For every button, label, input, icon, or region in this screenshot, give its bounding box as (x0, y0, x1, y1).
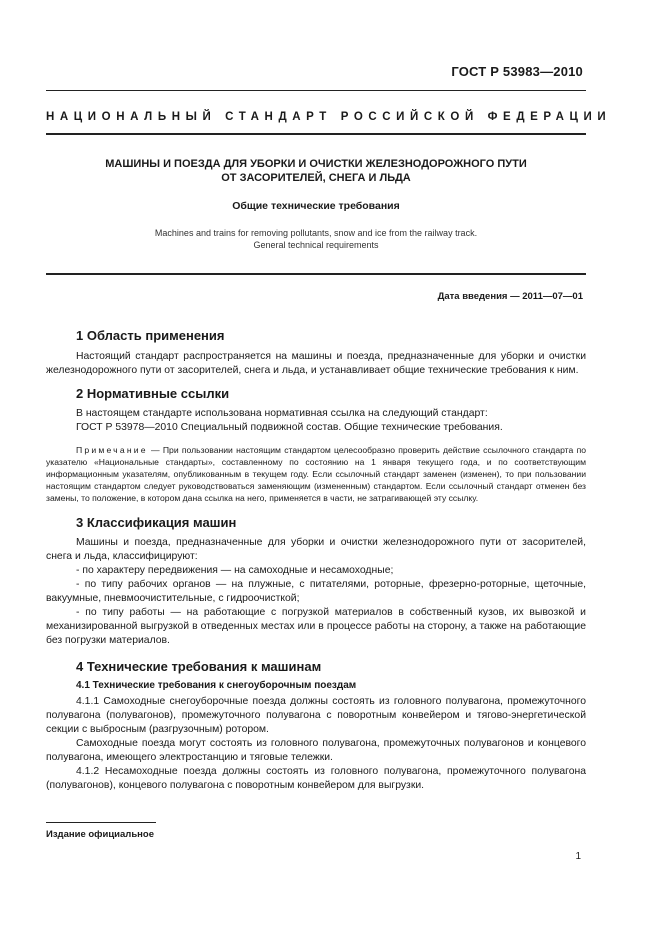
section-3-paragraph: Машины и поезда, предназначенные для уборки и очистки железнодорожного пути от засорителей, снега и льда, классифицируют: (46, 537, 586, 562)
section-1-heading: 1 Область применения (76, 328, 225, 343)
section-2-paragraph: В настоящем стандарте использована нормативная ссылка на следующий стандарт: (76, 408, 488, 419)
document-body (46, 327, 586, 793)
section-1-paragraph: Настоящий стандарт распространяется на машины и поезда, предназначенные для уборки и очистки железнодорожного пути от засорителей, снега и льда, и устанавливает общие технические требования к ним. (46, 351, 586, 376)
english-title-line-2: General technical requirements (253, 240, 379, 250)
section-4-heading: 4 Технические требования к машинам (76, 659, 322, 674)
section-2-reference: ГОСТ Р 53978—2010 Специальный подвижной состав. Общие технические требования. (76, 422, 503, 433)
note-text: — При пользовании настоящим стандартом целесообразно проверить действие ссылочного стандарта по указателю «Национальные стандарты», составленному по состоянию на 1 января текущего года, и по соответствующим информационным указателям, опубликованным в текущем году. Если ссылочный стандарт заменен (изменен), то при пользовании настоящим стандартом следует руководствоваться заменяющим (измененным) стандартом. Если ссылочный стандарт отменен без замены, то положение, в котором дана ссылка на него, применяется в части, не затрагивающей эту ссылку. (46, 445, 586, 503)
section-3-list-item: - по характеру передвижения — на самоходные и несамоходные; (76, 565, 394, 576)
section-2-note (46, 444, 586, 504)
edition-label: Издание официальное (46, 829, 154, 840)
section-2-heading: 2 Нормативные ссылки (76, 386, 230, 401)
section-3-list-item: - по типу рабочих органов — на плужные, с питателями, роторные, фрезерно-роторные, щеточные, вакуумные, пневмоочистительные, с гидроочисткой; (46, 579, 586, 604)
title-divider (46, 273, 586, 275)
introduction-date: Дата введения — 2011—07—01 (437, 291, 583, 302)
title-line-1: МАШИНЫ И ПОЕЗДА ДЛЯ УБОРКИ И ОЧИСТКИ ЖЕЛЕЗНОДОРОЖНОГО ПУТИ (105, 158, 527, 170)
header-divider (46, 133, 586, 135)
document-title (46, 157, 586, 185)
document-subtitle: Общие технические требования (232, 200, 400, 212)
section-3-list-item: - по типу работы — на работающие с погрузкой материалов в собственный кузов, их вывозкой и механизированной выгрузкой в отведенных местах или в процессе работы на сторону, а также на работающие без погрузки материалов. (46, 607, 586, 646)
national-standard-heading: НАЦИОНАЛЬНЫЙ СТАНДАРТ РОССИЙСКОЙ ФЕДЕРАЦИИ (46, 111, 612, 123)
title-line-2: ОТ ЗАСОРИТЕЛЕЙ, СНЕГА И ЛЬДА (221, 172, 411, 184)
note-label: Примечание (76, 445, 148, 455)
clause-4-1-1-continuation: Самоходные поезда могут состоять из головного полувагона, промежуточных полувагонов и концевого полувагона, имеющего электростанцию и тяговые тележки. (46, 738, 586, 763)
section-3-heading: 3 Классификация машин (76, 515, 237, 530)
clause-4-1-1: 4.1.1 Самоходные снегоуборочные поезда должны состоять из головного полувагона, промежуточного полувагона (полувагонов), промежуточного полувагона с поворотным конвейером и тягово-энергетической секции с выбросным (разгрузочным) ротором. (46, 696, 586, 735)
page-number: 1 (575, 851, 581, 862)
header-rule (46, 90, 586, 91)
footer-rule (46, 822, 156, 823)
english-title (46, 227, 586, 251)
subsection-4-1-heading: 4.1 Технические требования к снегоуборочным поездам (76, 680, 357, 691)
english-title-line-1: Machines and trains for removing pollutants, snow and ice from the railway track. (154, 228, 478, 238)
standard-code: ГОСТ Р 53983—2010 (451, 64, 583, 79)
clause-4-1-2: 4.1.2 Несамоходные поезда должны состоять из головного полувагона, промежуточного полувагона (полувагонов), концевого полувагона с поворотным конвейером для выгрузки. (46, 766, 586, 791)
